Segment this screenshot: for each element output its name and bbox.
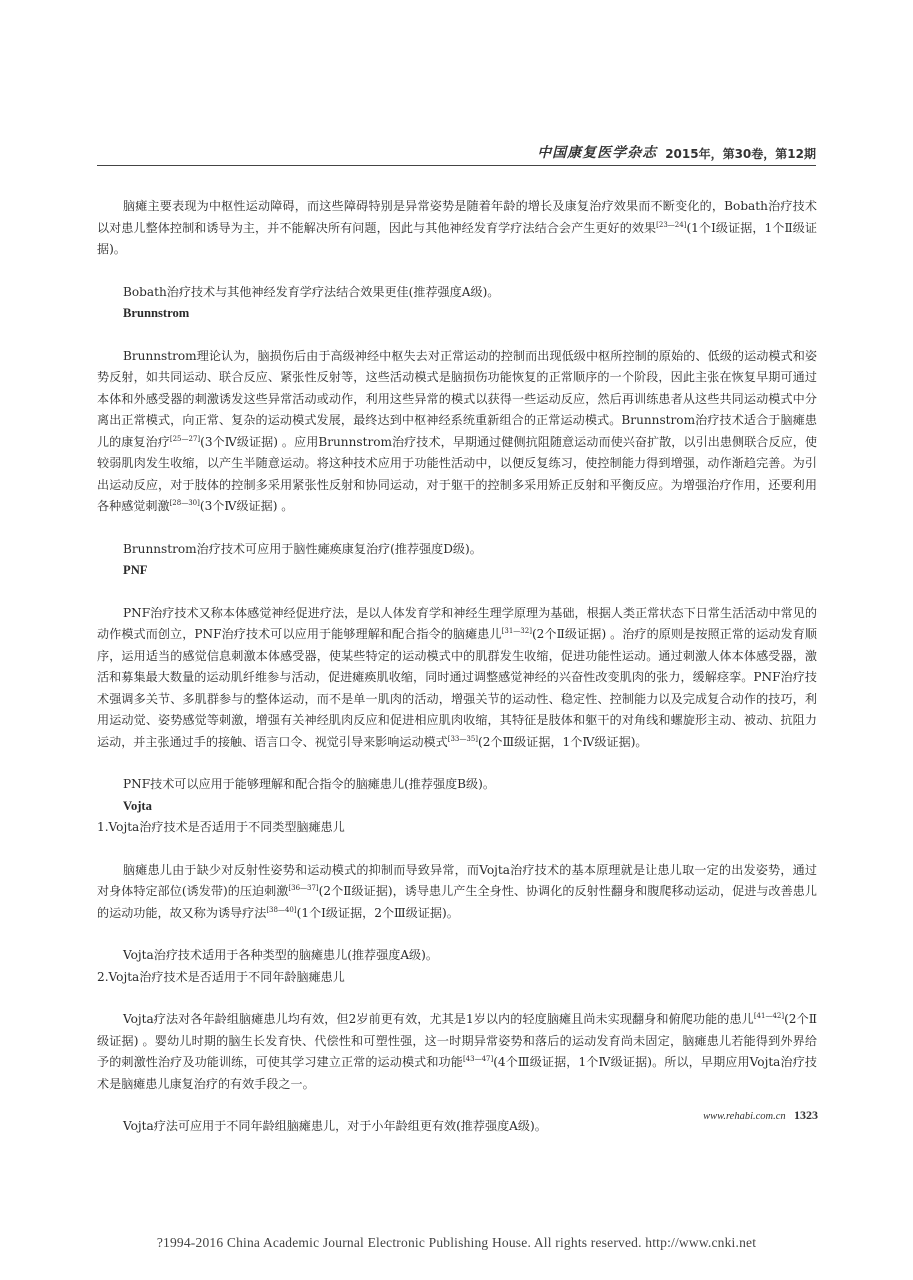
copyright-notice: ?1994-2016 China Academic Journal Electronic Publishing House. All rights reserved. http://www.cnki.net <box>156 1235 757 1250</box>
citation[interactable]: [38—40] <box>266 905 297 914</box>
website-link[interactable]: www.rehabi.com.cn <box>703 1111 786 1122</box>
section-heading-brunnstrom: Brunnstrom <box>123 306 190 320</box>
page-footer <box>600 1108 818 1123</box>
citation[interactable]: [28—30] <box>169 499 200 507</box>
citation[interactable]: [41—42] <box>753 1012 785 1020</box>
issue-info: 2015年，第30卷，第12期 <box>665 147 816 161</box>
citation[interactable]: [43—47] <box>462 1055 494 1063</box>
vojta-question-2: 2.Vojta治疗技术是否适用于不同年龄脑瘫患儿 <box>97 969 345 984</box>
citation[interactable]: [23—24] <box>656 220 687 229</box>
section-heading-vojta: Vojta <box>123 798 152 813</box>
brunnstrom-recommendation: Brunnstrom治疗技术可应用于脑性瘫痪康复治疗(推荐强度D级)。 <box>123 541 482 556</box>
running-header <box>97 143 816 166</box>
citation[interactable]: [31—32] <box>501 627 532 635</box>
citation[interactable]: [33—35] <box>447 734 479 743</box>
vojta-recommendation-1: Vojta治疗技术适用于各种类型的脑瘫患儿(推荐强度A级)。 <box>123 948 438 962</box>
pnf-recommendation: PNF技术可以应用于能够理解和配合指令的脑瘫患儿(推荐强度B级)。 <box>123 777 495 791</box>
vojta-recommendation-2: Vojta疗法可应用于不同年龄组脑瘫患儿，对于小年龄组更有效(推荐强度A级)。 <box>123 1119 547 1133</box>
bobath-paragraph: 脑瘫主要表现为中枢性运动障碍，而这些障碍特别是异常姿势是随着年龄的增长及康复治疗效果而不断变化的，Bobath治疗技术以对患儿整体控制和诱导为主，并不能解决所有问题，因此与其他神经发育学疗法结合会产生更好的效果[23—24](1个Ⅰ级证据，1个Ⅱ级证据)。 <box>97 199 817 256</box>
vojta-paragraph-2: Vojta疗法对各年龄组脑瘫患儿均有效，但2岁前更有效，尤其是1岁以内的轻度脑瘫且尚未实现翻身和俯爬功能的患儿[41—42](2个Ⅱ级证据) 。婴幼儿时期的脑生长发育快、代偿性和可塑性强，这一时期异常姿势和落后的运动发育尚未固定，脑瘫患儿若能得到外界给予的刺激性治疗及功能训练，可使其学习建立正常的运动模式和功能[43—47](4个Ⅲ级证据，1个Ⅳ级证据)。所以，早期应用Vojta治疗技术是脑瘫患儿康复治疗的有效手段之一。 <box>97 1012 817 1091</box>
section-heading-pnf: PNF <box>123 563 148 577</box>
page-number: 1323 <box>794 1108 818 1122</box>
citation[interactable]: [36—37] <box>288 884 319 892</box>
bobath-recommendation: Bobath治疗技术与其他神经发育学疗法结合效果更佳(推荐强度A级)。 <box>123 284 500 299</box>
vojta-question-1: 1.Vojta治疗技术是否适用于不同类型脑瘫患儿 <box>97 820 345 834</box>
pnf-paragraph: PNF治疗技术又称本体感觉神经促进疗法，是以人体发育学和神经生理学原理为基础，根据人类正常状态下日常生活活动中常见的动作模式而创立，PNF治疗技术可以应用于能够理解和配合指令的脑瘫患儿[31—32](2个Ⅱ级证据) 。治疗的原则是按照正常的运动发育顺序，运用适当的感觉信息刺激本体感受器，使某些特定的运动模式中的肌群发生收缩，促进功能性运动。通过刺激人体本体感受器，激活和募集最大数量的运动肌纤维参与活动，促进瘫痪肌收缩，同时通过调整感觉神经的兴奋性改变肌肉的张力，缓解痉挛。PNF治疗技术强调多关节、多肌群参与的整体运动，而不是单一肌肉的活动，增强关节的运动性、稳定性、控制能力以及完成复合动作的技巧，利用运动觉、姿势感觉等刺激，增强有关神经肌肉反应和促进相应肌肉收缩，其特征是肢体和躯干的对角线和螺旋形主动、被动、抗阻力运动，并主张通过手的接触、语言口令、视觉引导来影响运动模式[33—35](2个Ⅲ级证据，1个Ⅳ级证据)。 <box>97 605 817 749</box>
journal-name: 中国康复医学杂志 <box>537 145 658 161</box>
citation[interactable]: [25—27] <box>169 434 201 443</box>
article-body <box>97 196 817 1138</box>
brunnstrom-paragraph: Brunnstrom理论认为，脑损伤后由于高级神经中枢失去对正常运动的控制而出现低级中枢所控制的原始的、低级的运动模式和姿势反射，如共同运动、联合反应、紧张性反射等，这些活动模式是脑损伤功能恢复的正常顺序的一个阶段，因此主张在恢复早期可通过本体和外感受器的刺激诱发这些异常活动或动作，利用这些异常的模式以获得一些运动反应，然后再训练患者从这些共同运动模式中分离出正常模式，向正常、复杂的运动模式发展，最终达到中枢神经系统重新组合的正常运动模式。Brunnstrom治疗技术适合于脑瘫患儿的康复治疗[25—27](3个Ⅳ级证据) 。应用Brunnstrom治疗技术，早期通过健侧抗阻随意运动而使兴奋扩散，以引出患侧联合反应，使较弱肌肉发生收缩，以产生半随意运动。将这种技术应用于功能性活动中，以便反复练习，使控制能力得到增强，动作渐趋完善。为引出运动反应，对于肢体的控制多采用紧张性反射和协同运动，对于躯干的控制多采用矫正反射和平衡反应。为增强治疗作用，还要利用各种感觉刺激[28—30](3个Ⅳ级证据) 。 <box>97 348 817 513</box>
vojta-paragraph-1: 脑瘫患儿由于缺少对反射性姿势和运动模式的抑制而导致异常，而Vojta治疗技术的基本原理就是让患儿取一定的出发姿势，通过对身体特定部位(诱发带)的压迫刺激[36—37](2个Ⅱ级证据)，诱导患儿产生全身性、协调化的反射性翻身和腹爬移动运动，促进与改善患儿的运动功能，故又称为诱导疗法[38—40](1个Ⅰ级证据，2个Ⅲ级证据)。 <box>97 862 817 920</box>
